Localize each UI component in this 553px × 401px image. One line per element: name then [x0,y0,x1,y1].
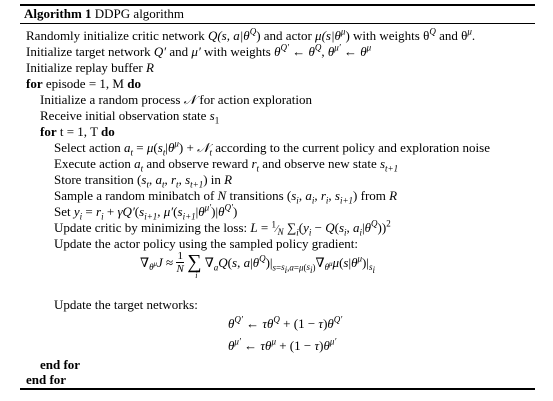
line-text: t = 1, T [56,124,102,139]
line-end-for-outer [26,372,66,388]
line-text: Initialize a random process [40,92,184,107]
line-sample-minibatch: Sample a random minibatch of N transitions ($s_i$, $a_i$, $r_i$, $s_{i+1}$) from R [54,188,398,206]
keyword: end for [40,357,81,372]
algorithm-caption [24,6,184,22]
math: N [217,188,227,203]
line-text: Initialize target network [26,44,154,59]
line-text: and [166,44,192,59]
math: Q(s, a|θ [207,28,250,43]
line-text: Update the target networks: [54,297,198,312]
keyword: for [26,76,43,91]
line-text: Update the actor policy using the sampled policy gradient: [54,236,358,251]
line-text: and observe reward [143,156,252,171]
line-select-action: Select action $a_t = \mu(s_t|\theta^\mu)$ + 𝒩$_t$ according to the current policy and exploration noise [54,138,490,158]
math: 𝒩 [183,92,197,107]
line-init-critic [26,28,475,44]
math: Q [249,26,257,37]
line-text: ) and actor [256,28,316,43]
line-text: and observe new state [259,156,380,171]
keyword: for [40,124,57,139]
policy-gradient-equation: $\nabla_{\theta^\mu}J$ ≈ $\frac{1}{N}$ ∑ i $\nabla_aQ(s$, $a|\theta^Q)|_{s=s_i,a=\mu(s_i)}\nabla_{\theta^\mu}\mu(s|\theta^\mu)|_{s_i}$ [140,250,375,280]
math: R [224,172,233,187]
line-text: Randomly initialize critic network [26,28,208,43]
keyword: do [101,124,115,139]
line-text: Set [54,204,74,219]
target-update-actor-equation: $\theta^{\mu'}$ ← $\tau\theta^\mu + (1 - \tau)\theta^{\mu'}$ [228,336,337,353]
line-for-episode [26,76,141,92]
line-text: Store transition [54,172,138,187]
math: Q [429,26,436,37]
line-text: according to the current policy and exploration noise [212,140,490,155]
line-initial-state [40,108,219,124]
line-init-buffer [26,60,154,76]
line-text: . [471,28,476,43]
math: μ(s|θ [315,28,341,43]
keyword: end for [26,372,67,387]
line-text: in [207,172,225,187]
line-store-transition: Store transition ($s_t$, $a_t$, $r_t$, $s_{t+1}$) in R [54,172,233,190]
line-text: with weights [200,44,275,59]
line-text: transitions [226,188,287,203]
keyword: do [127,76,141,91]
line-for-t [40,124,115,140]
line-text: Execute action [54,156,135,171]
algorithm-label: Algorithm 1 [24,6,92,21]
line-text: for action exploration [196,92,313,107]
math: μ′ [191,44,201,59]
line-end-for-inner [40,357,80,373]
line-text: ) with weights θ [345,28,430,43]
math: R [389,188,398,203]
caption-rule [20,23,535,24]
line-update-critic: Update critic by minimizing the loss: $L = ^1⁄_N$ $\sum_i(y_i - Q(s_i$, $a_i|\theta^Q))^2$ [54,218,391,238]
target-update-critic-equation: $\theta^{Q'}$ ← $\tau\theta^Q + (1 - \tau)\theta^{Q'}$ [228,314,343,331]
line-execute-action: Execute action $a_t$ and observe reward $r_t$ and observe new state $s_{t+1}$ [54,156,399,174]
line-text: Select action [54,140,125,155]
line-random-process [40,92,312,108]
algorithm-title: DDPG algorithm [94,6,184,21]
line-init-target: Initialize target network Q′ and μ′ with weights $\theta^{Q'}$ ← $\theta^Q$, $\theta^{\mu'}$ ← $\theta^\mu$ [26,42,372,59]
bottom-rule [20,388,535,390]
math: s [209,108,215,123]
line-text: and θ [435,28,468,43]
line-text: episode = 1, M [42,76,128,91]
line-text: Sample a random minibatch of [54,188,218,203]
math: Q′ [153,44,167,59]
line-set-target: Set $y_i = r_i + \gamma Q'(s_{i+1}$, $\mu'(s_{i+1}|\theta^{\mu'})|\theta^{Q'}$) [54,202,238,222]
math: 1 [214,115,220,126]
math: μ [467,26,472,37]
line-text: Update critic by minimizing the loss: [54,220,251,235]
line-text: Initialize replay buffer [26,60,146,75]
math: R [145,60,154,75]
line-update-target [54,297,198,313]
math: μ [340,26,346,37]
line-text: Receive initial observation state [40,108,210,123]
line-text: from [357,188,390,203]
